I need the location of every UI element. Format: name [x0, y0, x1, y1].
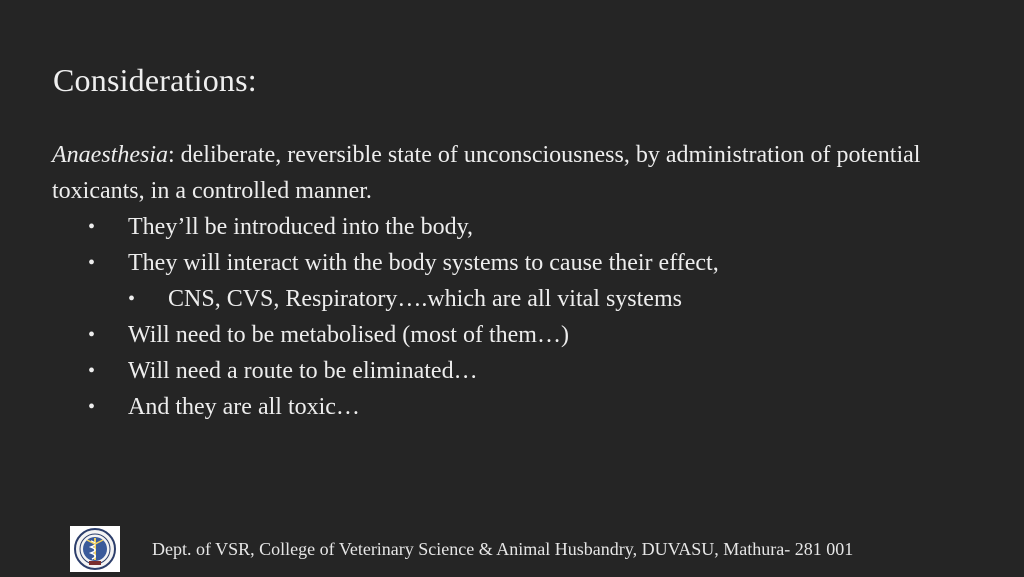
slide-title: Considerations: — [53, 62, 257, 98]
university-seal-icon — [70, 526, 120, 572]
list-item — [52, 317, 982, 353]
definition-text: : deliberate, reversible state of unconsciousness, by administration of potential toxicants, in a controlled manner. — [52, 142, 921, 204]
list-item — [52, 245, 982, 281]
list-item — [52, 209, 982, 245]
bullet-text: Will need to be metabolised (most of them…) — [128, 322, 569, 348]
bullet-text: They’ll be introduced into the body, — [128, 214, 474, 240]
bullet-list — [52, 209, 982, 425]
list-item — [52, 389, 982, 425]
bullet-text: And they are all toxic… — [128, 394, 360, 420]
bullet-icon: • — [88, 252, 96, 274]
slide-body — [52, 137, 982, 425]
bullet-icon: • — [88, 396, 96, 418]
bullet-text: Will need a route to be eliminated… — [128, 358, 478, 384]
bullet-icon: • — [128, 288, 136, 310]
bullet-icon: • — [88, 216, 96, 238]
definition-term: Anaesthesia — [52, 142, 168, 168]
footer-text: Dept. of VSR, College of Veterinary Science & Animal Husbandry, DUVASU, Mathura- 281 001 — [152, 539, 854, 559]
bullet-text: CNS, CVS, Respiratory….which are all vital systems — [168, 286, 682, 312]
definition-paragraph — [52, 137, 982, 209]
sub-list-item — [52, 281, 982, 317]
list-item — [52, 353, 982, 389]
bullet-text: They will interact with the body systems to cause their effect, — [128, 250, 719, 276]
bullet-icon: • — [88, 360, 96, 382]
bullet-icon: • — [88, 324, 96, 346]
